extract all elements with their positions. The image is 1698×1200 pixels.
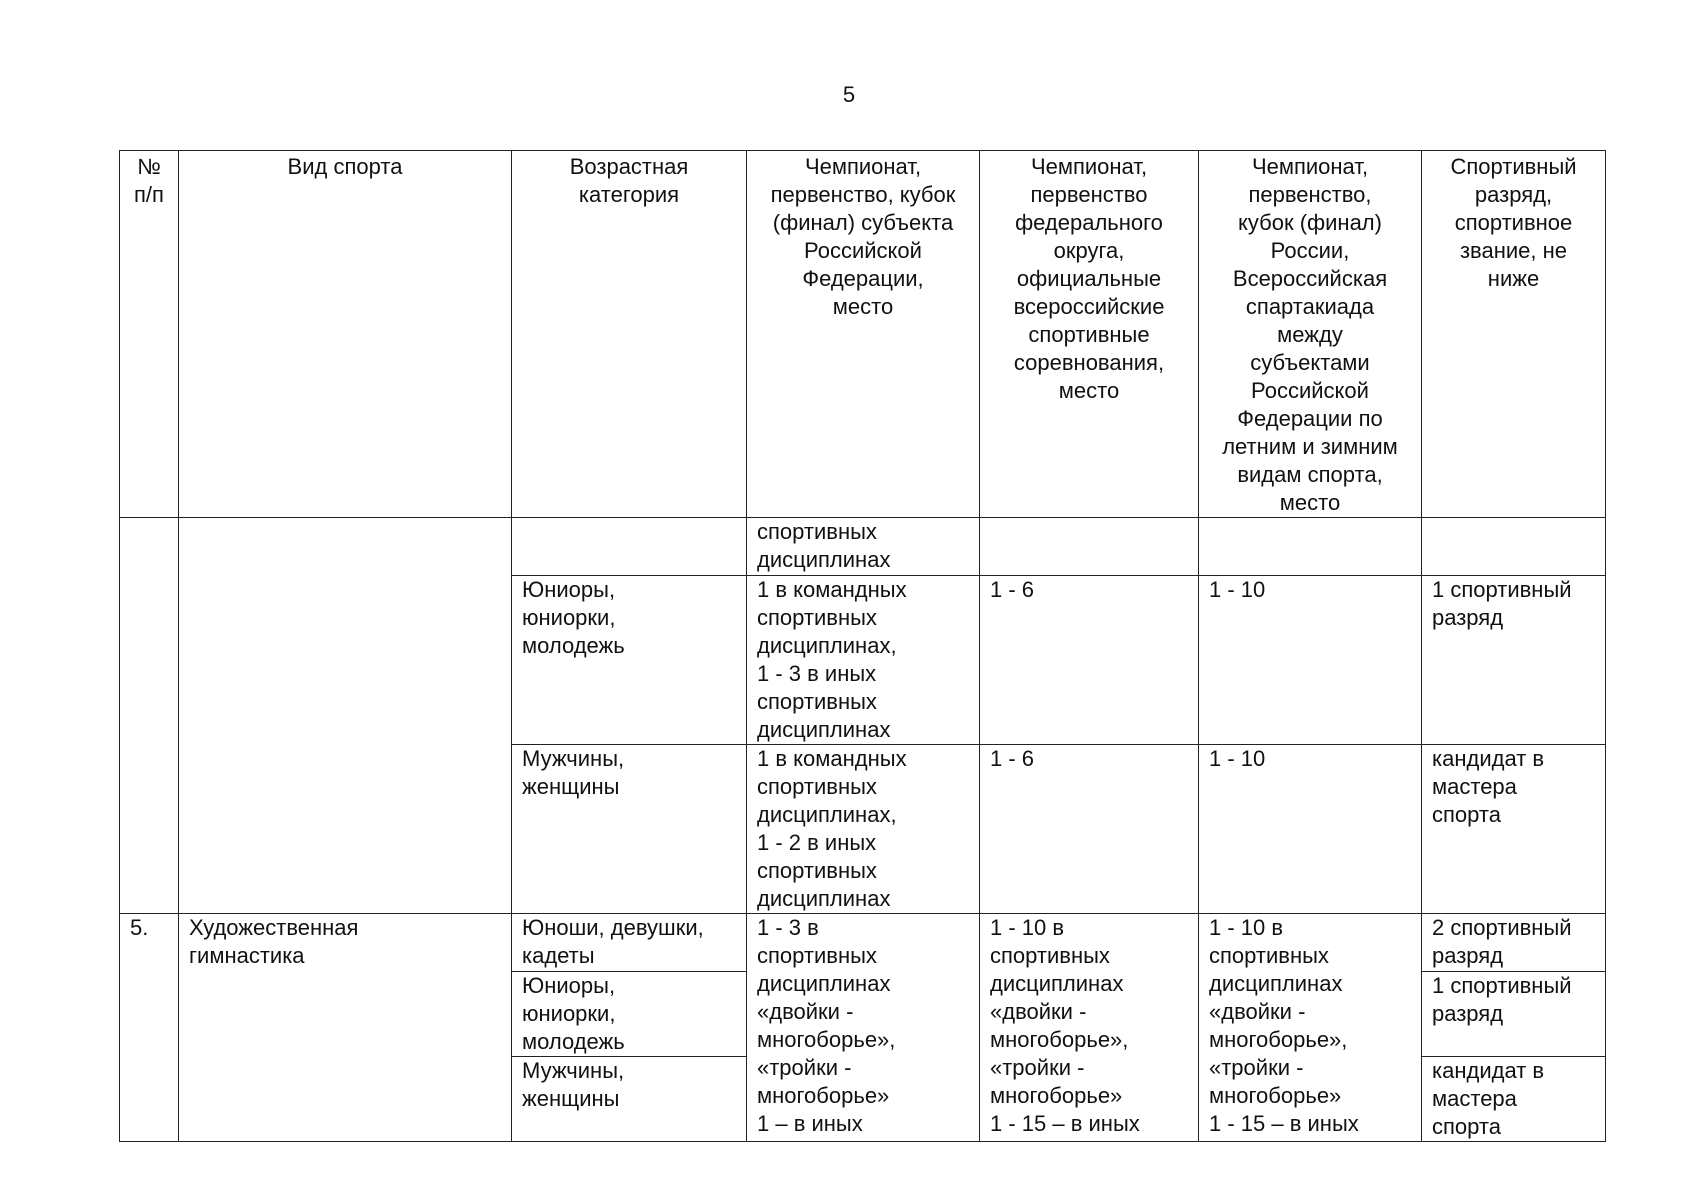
header-regional-competition: Чемпионат, первенство, кубок (финал) субъекта Российской Федерации, место <box>747 151 980 518</box>
header-russia-competition: Чемпионат, первенство, кубок (финал) России, Всероссийская спартакиада между субъектами Российской Федерации по летним и зимним видам спорта, место <box>1199 151 1422 518</box>
age-cell: Мужчины, женщины <box>512 1057 747 1142</box>
regional-cell: спортивных дисциплинах <box>747 518 980 576</box>
sports-requirements-table <box>119 150 1606 1142</box>
table-row <box>120 914 1606 972</box>
age-cell: Мужчины, женщины <box>512 745 747 914</box>
sport-cell <box>179 518 512 914</box>
age-cell: Юниоры, юниорки, молодежь <box>512 576 747 745</box>
number-cell: 5. <box>120 914 179 1142</box>
header-sport: Вид спорта <box>179 151 512 518</box>
rank-cell: кандидат в мастера спорта <box>1422 745 1606 914</box>
page-number: 5 <box>842 82 856 107</box>
header-age-category: Возрастная категория <box>512 151 747 518</box>
russia-cell <box>1199 518 1422 576</box>
regional-cell: 1 в командных спортивных дисциплинах, 1 - 3 в иных спортивных дисциплинах <box>747 576 980 745</box>
russia-cell: 1 - 10 <box>1199 576 1422 745</box>
federal-cell: 1 - 10 в спортивных дисциплинах «двойки - многоборье», «тройки - многоборье» 1 - 15 – в иных <box>980 914 1199 1142</box>
regional-cell: 1 в командных спортивных дисциплинах, 1 - 2 в иных спортивных дисциплинах <box>747 745 980 914</box>
number-cell <box>120 518 179 914</box>
table-row <box>120 518 1606 576</box>
rank-cell: 1 спортивный разряд <box>1422 972 1606 1057</box>
russia-cell: 1 - 10 <box>1199 745 1422 914</box>
russia-cell: 1 - 10 в спортивных дисциплинах «двойки - многоборье», «тройки - многоборье» 1 - 15 – в иных <box>1199 914 1422 1142</box>
header-number: № п/п <box>120 151 179 518</box>
regional-cell: 1 - 3 в спортивных дисциплинах «двойки - многоборье», «тройки - многоборье» 1 – в иных <box>747 914 980 1142</box>
age-cell: Юноши, девушки, кадеты <box>512 914 747 972</box>
sport-cell: Художественная гимнастика <box>179 914 512 1142</box>
age-cell <box>512 518 747 576</box>
header-sport-rank: Спортивный разряд, спортивное звание, не ниже <box>1422 151 1606 518</box>
federal-cell: 1 - 6 <box>980 745 1199 914</box>
rank-cell: 1 спортивный разряд <box>1422 576 1606 745</box>
federal-cell: 1 - 6 <box>980 576 1199 745</box>
rank-cell: кандидат в мастера спорта <box>1422 1057 1606 1142</box>
federal-cell <box>980 518 1199 576</box>
rank-cell: 2 спортивный разряд <box>1422 914 1606 972</box>
age-cell: Юниоры, юниорки, молодежь <box>512 972 747 1057</box>
table-header-row <box>120 151 1606 518</box>
rank-cell <box>1422 518 1606 576</box>
header-federal-competition: Чемпионат, первенство федерального округа, официальные всероссийские спортивные соревнования, место <box>980 151 1199 518</box>
